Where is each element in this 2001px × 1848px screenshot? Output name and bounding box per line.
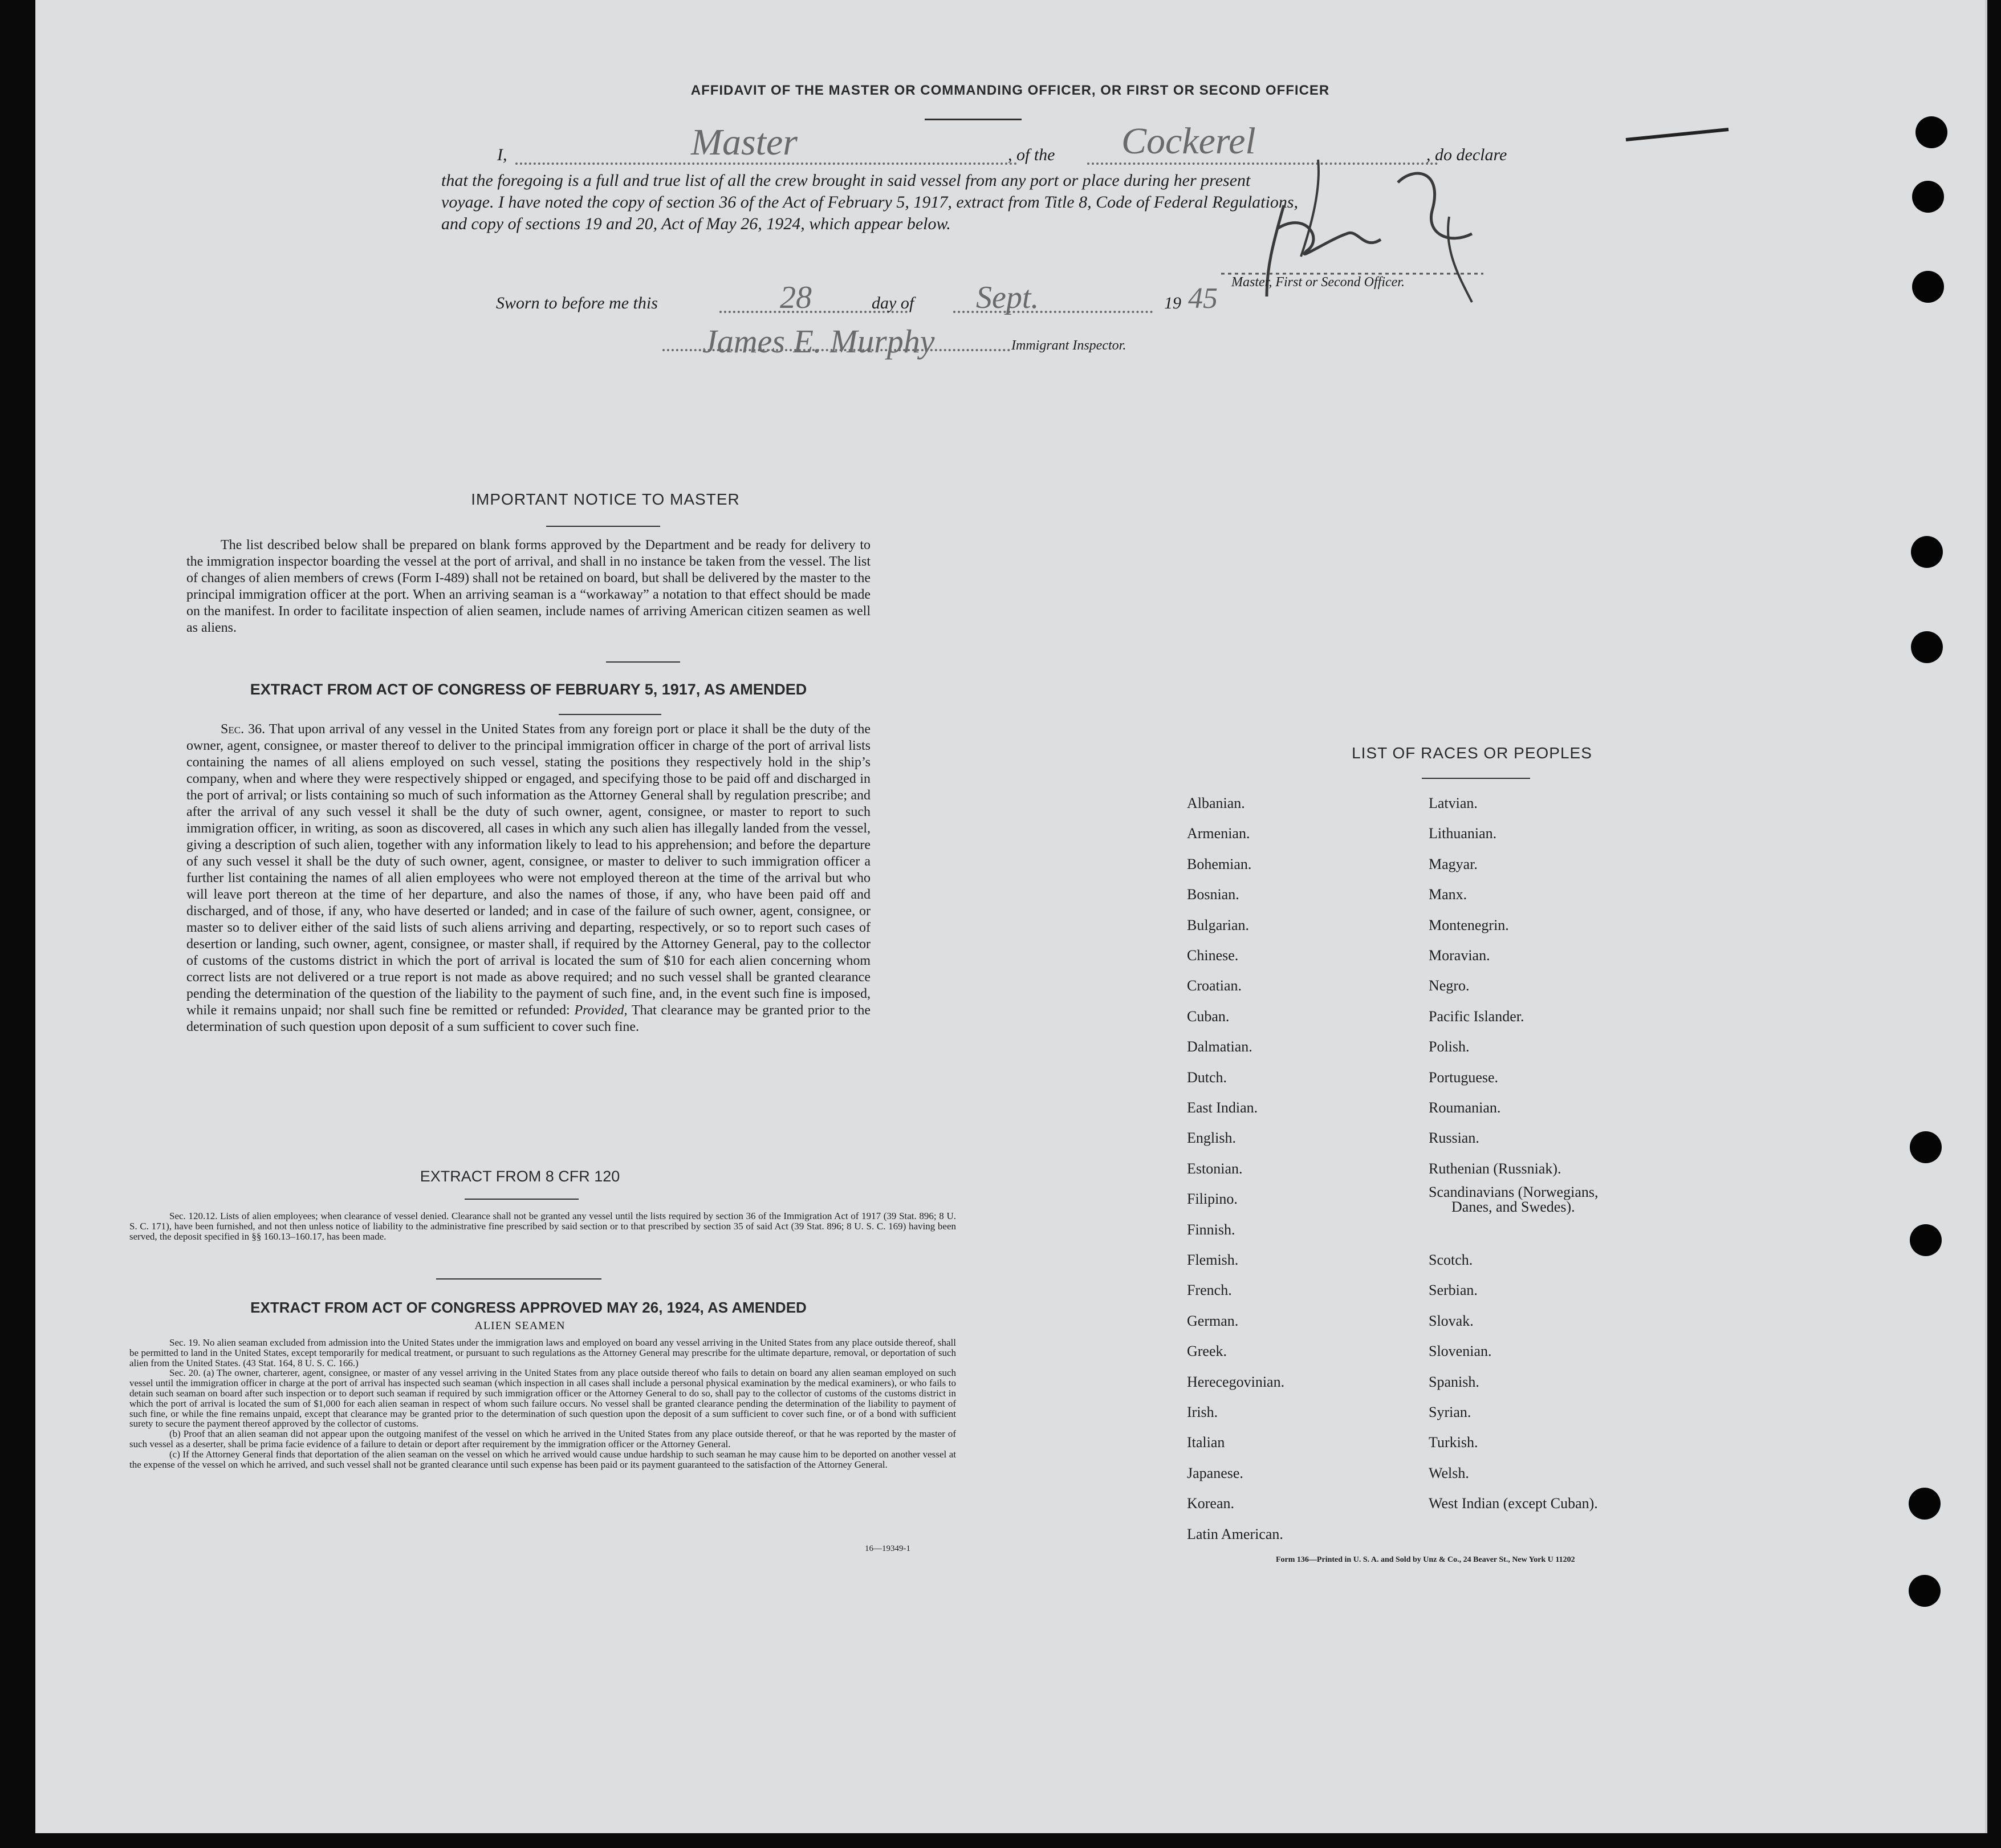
race-item: Serbian. [1429,1282,1478,1299]
notice-end-rule [606,661,680,663]
race-item: Irish. [1187,1404,1218,1420]
race-item: Greek. [1187,1343,1227,1360]
races-title: LIST OF RACES OR PEOPLES [1352,744,1592,762]
race-item: French. [1187,1282,1232,1299]
race-item: Syrian. [1429,1404,1471,1420]
race-item: Lithuanian. [1429,825,1497,842]
binding-hole [1910,1224,1942,1256]
binding-hole [1911,631,1943,663]
race-item: Spanish. [1429,1373,1479,1390]
race-item: Japanese. [1187,1464,1243,1481]
notice-title: IMPORTANT NOTICE TO MASTER [471,490,740,508]
race-item: Bosnian. [1187,886,1239,903]
form-code: 16—19349-1 [865,1544,910,1553]
alien-seamen-subtitle: ALIEN SEAMEN [474,1319,566,1332]
race-item: Korean. [1187,1495,1235,1512]
race-item: Flemish. [1187,1252,1239,1268]
rank-handwritten: Master [691,121,798,163]
signature-caption: Master, First or Second Officer. [1231,275,1405,290]
extract-1917-title: EXTRACT FROM ACT OF CONGRESS OF FEBRUARY 5, 1917, AS AMENDED [250,681,807,698]
race-item: Roumanian. [1429,1099,1501,1116]
sworn-month: Sept. [976,280,1039,315]
sec-36-text: That upon arrival of any vessel in the United States from any foreign port or place it shall be the duty of the owner, agent, consignee, or master thereof to deliver to the principal immigration officer in charge of the port of arrival lists containing the names of all aliens employed on such vessel, stating the positions they respectively hold in the ship’s company, when and where they were respectively shipped or engaged, and specifying those to be paid off and discharged in the port of arrival; or lists containing so much of such information as the Attorney General shall by regulation prescribe; and after the arrival of any such vessel it shall be the duty of such owner, agent, consignee, or master to report to such immigration officer, in writing, as soon as discovered, all cases in which any such alien has illegally landed from the vessel, giving a description of such alien, together with any information likely to lead to his apprehension; and before the departure of any such vessel it shall be the duty of such owner, agent, consignee, or master to deliver to such immigration officer a further list containing the names of all alien employees who were not employed thereon at the time of the arrival but who will leave port thereon at the time of her departure, and also the names of those, if any, who have been paid off and discharged, and of those, if any, who have deserted or landed; and in case of the failure of such owner, agent, consignee, or master so to deliver either of the said lists of such aliens arriving and departing, respectively, or so to report such cases of desertion or landing, such owner, agent, consignee, or master shall, if required by the Attorney General, pay to the collector of customs of the customs district in which the port of arrival is located the sum of $10 for each alien concerning whom correct lists are not delivered or a true report is not made as above required; and no such vessel shall be granted clearance pending the determination of the question of the liability to the payment of such fine, and, in the event such fine is imposed, while it remains unpaid; nor shall such fine be remitted or refunded: [186,722,871,1018]
notice-body: The list described below shall be prepared on blank forms approved by the Department and be ready for delivery to the immigration inspector boarding the vessel at the port of arrival, and shall in no instance be taken from the vessel. The list of changes of alien members of crews (Form I-489) shall not be retained on board, but shall be delivered by the master to the principal immigration officer at the port. When an arriving seaman is a “workaway” a notation to that effect should be made on the manifest. In order to facilitate inspection of alien seamen, include names of arriving American citizen seamen as well as aliens. [186,538,871,635]
binding-hole [1915,116,1947,148]
notice-rule [546,526,660,527]
affidavit-title: AFFIDAVIT OF THE MASTER OR COMMANDING OFFICER, OR FIRST OR SECOND OFFICER [690,83,1330,98]
document-page [35,0,1987,1833]
race-item: Dutch. [1187,1069,1227,1086]
year-prefix: 19 [1164,294,1181,312]
of-the-label: , of the [1008,145,1055,164]
binding-hole [1912,271,1944,303]
race-item: East Indian. [1187,1099,1258,1116]
race-item: Herecegovinian. [1187,1373,1285,1390]
race-item: Latvian. [1429,795,1478,811]
race-item: Finnish. [1187,1221,1235,1238]
sworn-day: 28 [780,280,812,315]
race-item: Chinese. [1187,947,1239,964]
race-item: Slovak. [1429,1312,1474,1329]
race-item: Scandinavians (Norwegians, [1429,1184,1599,1201]
extract-1917-body [186,721,871,1035]
race-item: Russian. [1429,1130,1479,1147]
race-item: Magyar. [1429,855,1478,872]
form-footer: Form 136—Printed in U. S. A. and Sold by Unz & Co., 24 Beaver St., New York U 11202 [1276,1555,1575,1564]
sec-36-text-end: That clearance may be granted prior to the determination of such question upon deposit of a sum sufficient to cover such fine. [186,1003,871,1034]
affidavit-line-2: that the foregoing is a full and true list of all the crew brought in said vessel from any port or place during her present [441,171,1251,190]
races-rule [1422,778,1530,779]
race-item: Welsh. [1429,1464,1469,1481]
sec-19-text: Sec. 19. No alien seaman excluded from admission into the United States under the immigration laws and employed on board any vessel arriving in the United States from any place outside thereof, shall be permitted to land in the United States, except temporarily for medical treatment, or pursuant to such regulations as the Attorney General may prescribe for the ultimate departure, removal, or deportation of such alien from the United States. (43 Stat. 164, 8 U. S. C. 166.) [129,1337,956,1368]
binding-hole [1912,181,1944,213]
race-item: Slovenian. [1429,1343,1492,1360]
extract-1917-rule [559,714,661,715]
race-item: Filipino. [1187,1191,1238,1208]
provided-label: Provided, [574,1003,628,1018]
race-item: Ruthenian (Russniak). [1429,1160,1561,1177]
race-item: Manx. [1429,886,1467,903]
race-item: Croatian. [1187,977,1242,994]
affidavit-line-4: and copy of sections 19 and 20, Act of May 26, 1924, which appear below. [441,214,951,233]
race-item: Scotch. [1429,1252,1473,1268]
race-item: Armenian. [1187,825,1250,842]
sec-20c-text: (c) If the Attorney General finds that deportation of the alien seaman on the vessel on which he arrived would cause undue hardship to such seaman he may cause him to be deported on another vessel at the expense of the vessel on which he arrived, and such vessel shall not be granted clearance until such expense has been paid or its payment guaranteed to the satisfaction of the Attorney General. [129,1448,956,1470]
title-rule [925,119,1022,120]
race-item: Albanian. [1187,795,1245,811]
binding-hole [1911,536,1943,568]
race-item: Estonian. [1187,1160,1243,1177]
race-item: West Indian (except Cuban). [1429,1495,1598,1512]
extract-cfr-end-rule [436,1278,601,1280]
extract-cfr-title: EXTRACT FROM 8 CFR 120 [420,1168,620,1185]
race-item: Polish. [1429,1038,1470,1055]
race-item: Bohemian. [1187,855,1252,872]
sec-20b-text: (b) Proof that an alien seaman did not appear upon the outgoing manifest of the vessel on which he arrived in the United States from any place outside thereof, or that he was reported by the master of such vessel as a deserter, shall be prima facie evidence of a failure to detain or deport after requirement by the immigration officer or the Attorney General. [129,1428,956,1449]
race-item: Danes, and Swedes). [1451,1199,1575,1216]
sworn-prefix: Sworn to before me this [496,294,658,312]
do-declare-label: , do declare [1426,145,1507,164]
affidavit-line-3: voyage. I have noted the copy of section 36 of the Act of February 5, 1917, extract from Title 8, Code of Federal Regulations, [441,193,1299,212]
race-item: Latin American. [1187,1525,1283,1542]
affidavit-i: I, [497,145,507,164]
race-item: Moravian. [1429,947,1490,964]
race-item: Pacific Islander. [1429,1008,1524,1025]
binding-hole [1910,1131,1942,1163]
race-item: Portuguese. [1429,1069,1499,1086]
race-item: German. [1187,1312,1239,1329]
sec-36-label: Sec. 36. [221,722,266,737]
race-item: Italian [1187,1434,1225,1451]
master-signature [1176,154,1575,325]
inspector-signature: James E. Murphy [702,323,935,360]
pen-stroke [1620,123,1734,151]
extract-cfr-rule [465,1199,579,1200]
extract-1924-body [129,1338,956,1469]
race-item: Bulgarian. [1187,916,1250,933]
vessel-handwritten: Cockerel [1121,120,1256,162]
year-suffix: 45 [1188,282,1218,315]
race-item: Dalmatian. [1187,1038,1252,1055]
extract-cfr-body: Sec. 120.12. Lists of alien employees; when clearance of vessel denied. Clearance shall not be granted any vessel until the lists required by section 36 of the Immigration Act of 1917 (39 Stat. 896; 8 U. S. C. 171), have been furnished, and not then unless notice of liability to the administrative fine prescribed by said section or to that prescribed by section 35 of said Act (39 Stat. 896; 8 U. S. C. 169) having been served, the deposit specified in §§ 160.13–160.17, has been made. [129,1211,956,1242]
day-of-label: day of [872,294,914,312]
inspector-caption: Immigrant Inspector. [1011,338,1126,353]
race-item: Turkish. [1429,1434,1478,1451]
binding-hole [1909,1575,1941,1607]
race-item: English. [1187,1130,1236,1147]
sec-20a-text: Sec. 20. (a) The owner, charterer, agent, consignee, or master of any vessel arriving in the United States from any place outside thereof who fails to detain on board any alien seaman employed on such vessel until the immigration officer in charge at the port of arrival has inspected such seaman (which inspection in all cases shall include a personal physical examination by the medical examiners), or who fails to detain such seaman on board after such inspection or to deport such seaman if required by such immigration officer or the Attorney General to do so, shall pay to the collector of customs of the customs district in which the port of arrival is located the sum of $1,000 for each alien seaman in respect of whom such failure occurs. No vessel shall be granted clearance pending the determination of the liability to payment of such fine, or while the fine remains unpaid, except that clearance may be granted prior to the determination of such question upon the deposit of a sum sufficient to cover such fine, or of a bond with sufficient surety to secure the payment thereof approved by the collector of customs. [129,1367,956,1429]
race-item: Negro. [1429,977,1470,994]
race-item: Montenegrin. [1429,916,1509,933]
race-item: Cuban. [1187,1008,1230,1025]
binding-hole [1909,1488,1941,1520]
extract-1924-title: EXTRACT FROM ACT OF CONGRESS APPROVED MAY 26, 1924, AS AMENDED [250,1299,807,1316]
